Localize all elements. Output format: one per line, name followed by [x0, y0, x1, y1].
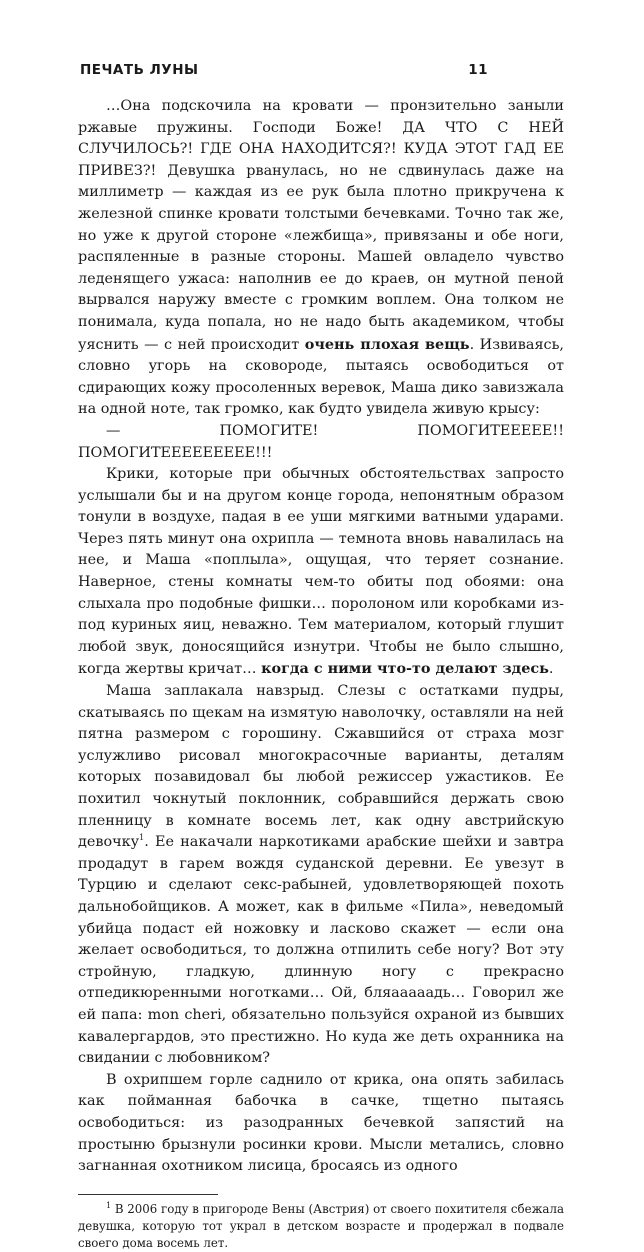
book-title: ПЕЧАТЬ ЛУНЫ [80, 62, 199, 78]
paragraph-2: — ПОМОГИТЕ! ПОМОГИТЕЕЕЕЕ!! ПОМОГИТЕЕЕЕЕЕЕЕЕ!!! [78, 422, 564, 461]
paragraph-4-text-a: Маша заплакала навзрыд. Слезы с остатками пудры, скатываясь по щекам на измятую наволочку, оставляли на ней пятна размером с горошину. Сжавшийся от страха мозг услужливо рисовал многокрасочные варианты, деталям которых позавидовал бы любой режиссер ужастиков. Ее похитил чокнутый поклонник, собравшийся держать свою пленницу в комнате восемь лет, как одну австрийскую девочку [78, 683, 564, 851]
running-header [78, 62, 564, 78]
paragraph-4 [78, 681, 564, 1070]
paragraph-1 [78, 96, 564, 421]
footnote-text: В 2006 году в пригороде Вены (Австрия) от своего похитителя сбежала девушка, которую тот украл в детском возрасте и продержал в подвале своего дома восемь лет. [78, 1201, 564, 1250]
paragraph-1-text-a: …Она подскочила на кровати — пронзительно заныли ржавые пружины. Господи Боже! ДА ЧТО С НЕЙ СЛУЧИЛОСЬ?! ГДЕ ОНА НАХОДИТСЯ?! КУДА ЭТОТ ГАД ЕЕ ПРИВЕЗ?! Девушка рванулась, но не сдвинулась даже на миллиметр — каждая из ее рук была плотно прикручена к железной спинке кровати толстыми бечевками. Точно так же, но уже к другой стороне «лежбища», привязаны и обе ноги, распяленные в разные стороны. Машей овладело чувство леденящего ужаса: наполнив ее до краев, он мутной пеной вырвался наружу вместе с громким воплем. Она толком не понимала, куда попала, но не надо быть академиком, чтобы уяснить — с ней происходит [78, 98, 564, 353]
paragraph-3 [78, 464, 564, 681]
paragraph-3-text-c: . [548, 661, 554, 678]
footnote-mark: 1 [106, 1200, 112, 1210]
book-page [78, 62, 564, 1252]
paragraph-5: В охрипшем горле саднило от крика, она опять забилась как пойманная бабочка в сачке, тщетно пытаясь освободиться: из разодранных бечевкой запястий на простыню брызнули росинки крови. Мысли метались, словно загнанная охотником лисица, бросаясь из одного [78, 1071, 564, 1175]
page-number: 11 [468, 62, 488, 78]
paragraph-1-bold: очень плохая вещь [304, 335, 470, 353]
paragraph-3-bold: когда с ними что-то делают здесь [261, 660, 549, 678]
footnote-reference: 1 [139, 833, 145, 843]
footnote [78, 1201, 564, 1252]
paragraph-3-text-a: Крики, которые при обычных обстоятельствах запросто услышали бы и на другом конце города, непонятным образом тонули в воздухе, падая в ее уши мягкими ватными ударами. Через пять минут она охрипла — темнота вновь навалилась на нее, и Маша «поплыла», ощущая, что теряет сознание. Наверное, стены комнаты чем-то обиты под обоями: она слыхала про подобные фишки… поролоном или коробками из-под куриных яиц, неважно. Тем материалом, который глушит любой звук, доносящийся изнутри. Чтобы не было слышно, когда жертвы кричат… [78, 466, 564, 678]
footnote-divider [78, 1194, 218, 1195]
paragraph-1-text-c: . Извиваясь, словно угорь на сковороде, пытаясь освободиться от сдирающих кожу просоленных веревок, Маша дико завизжала на одной ноте, так громко, как будто увидела живую крысу: [78, 336, 564, 418]
paragraph-4-text-b: . Ее накачали наркотиками арабские шейхи и завтра продадут в гарем вождя суданской деревни. Ее увезут в Турцию и сделают секс-рабыней, удовлетворяющей похоть дальнобойщиков. А может, как в фильме «Пила», неведомый убийца подаст ей ножовку и ласково скажет — если она желает освободиться, то должна отпилить себе ногу? Вот эту стройную, гладкую, длинную ногу с прекрасно отпедикюренными ноготками… Ой, бляааааадь… Говорил же ей папа: mon cheri, обязательно пользуйся охраной из бывших кавалергардов, это престижно. Но куда же деть охранника на свидании с любовником? [78, 834, 564, 1067]
main-text [78, 96, 564, 1178]
